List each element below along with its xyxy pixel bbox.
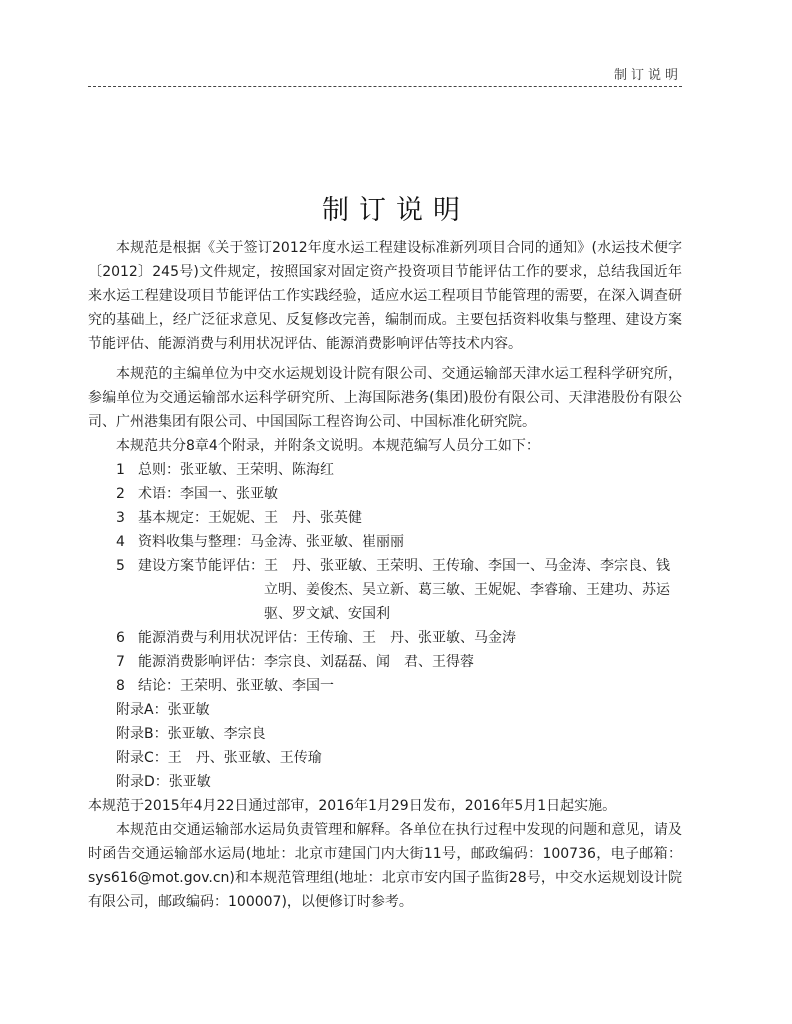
appendix-title: 附录D： bbox=[116, 774, 169, 790]
chapter-title: 资料收集与整理： bbox=[138, 534, 250, 550]
paragraph-contact: 本规范由交通运输部水运局负责管理和解释。各单位在执行过程中发现的问题和意见，请及时函告交通运输部水运局(地址：北京市建国门内大街11号，邮政编码：100736，电子邮箱：sys616@mot.gov.cn)和本规范管理组(地址：北京市安内国子监街28号，中交水运规划设计院有限公司，邮政编码：100007)，以便修订时参考。 bbox=[88, 822, 682, 910]
chapter-title: 能源消费与利用状况评估： bbox=[138, 630, 306, 646]
header-divider bbox=[88, 86, 682, 87]
chapter-item bbox=[88, 482, 682, 506]
chapter-title: 结论： bbox=[138, 678, 180, 694]
chapter-title: 能源消费影响评估： bbox=[138, 654, 264, 670]
chapter-item bbox=[88, 626, 682, 650]
chapter-item bbox=[88, 650, 682, 674]
paragraph-effective-date: 本规范于2015年4月22日通过部审，2016年1月29日发布，2016年5月1日起实施。 bbox=[88, 798, 617, 814]
appendix-item bbox=[88, 746, 682, 770]
appendix-title: 附录A： bbox=[116, 702, 168, 718]
chapter-number: 4 bbox=[116, 534, 125, 550]
document-body bbox=[88, 236, 682, 914]
chapter-authors: 王 丹、张亚敏、王荣明、王传瑜、李国一、马金涛、李宗良、钱立明、姜俊杰、吴立新、葛三敏、王妮妮、李睿瑜、王建功、苏运驱、罗文斌、安国利 bbox=[264, 558, 670, 622]
appendix-title: 附录C： bbox=[116, 750, 168, 766]
chapter-number: 1 bbox=[116, 462, 125, 478]
chapter-list bbox=[88, 458, 682, 698]
page-title: 制订说明 bbox=[322, 195, 470, 226]
chapter-authors: 王荣明、张亚敏、李国一 bbox=[180, 678, 334, 694]
chapter-number: 3 bbox=[116, 510, 125, 526]
chapter-number: 6 bbox=[116, 630, 125, 646]
chapter-item bbox=[88, 506, 682, 530]
appendix-authors: 张亚敏、李宗良 bbox=[167, 726, 266, 742]
chapter-number: 8 bbox=[116, 678, 125, 694]
appendix-title: 附录B： bbox=[116, 726, 168, 742]
chapter-item bbox=[88, 530, 682, 554]
chapter-authors: 李宗良、刘磊磊、闻 君、王得蓉 bbox=[264, 654, 474, 670]
chapter-title: 术语： bbox=[138, 486, 180, 502]
chapter-number: 2 bbox=[116, 486, 125, 502]
chapter-item bbox=[88, 458, 682, 482]
chapter-title: 建设方案节能评估： bbox=[138, 558, 264, 574]
chapter-authors: 李国一、张亚敏 bbox=[180, 486, 278, 502]
paragraph-units: 本规范的主编单位为中交水运规划设计院有限公司、交通运输部天津水运工程科学研究所，参编单位为交通运输部水运科学研究所、上海国际港务(集团)股份有限公司、天津港股份有限公司、广州港集团有限公司、中国国际工程咨询公司、中国标准化研究院。 bbox=[88, 366, 682, 430]
paragraph-basis: 本规范是根据《关于签订2012年度水运工程建设标准新列项目合同的通知》(水运技术便字〔2012〕245号)文件规定，按照国家对固定资产投资项目节能评估工作的要求，总结我国近年来水运工程建设项目节能评估工作实践经验，适应水运工程项目节能管理的需要，在深入调查研究的基础上，经广泛征求意见、反复修改完善，编制而成。主要包括资料收集与整理、建设方案节能评估、能源消费与利用状况评估、能源消费影响评估等技术内容。 bbox=[88, 240, 682, 352]
appendix-item bbox=[88, 770, 682, 794]
chapter-item bbox=[88, 674, 682, 698]
chapter-authors: 王妮妮、王 丹、张英健 bbox=[208, 510, 362, 526]
chapter-title: 基本规定： bbox=[138, 510, 208, 526]
chapter-authors: 王传瑜、王 丹、张亚敏、马金涛 bbox=[306, 630, 516, 646]
paragraph-structure: 本规范共分8章4个附录，并附条文说明。本规范编写人员分工如下： bbox=[116, 438, 540, 454]
appendix-authors: 王 丹、张亚敏、王传瑜 bbox=[167, 750, 322, 766]
chapter-title: 总则： bbox=[138, 462, 180, 478]
appendix-item bbox=[88, 722, 682, 746]
chapter-authors: 张亚敏、王荣明、陈海红 bbox=[180, 462, 334, 478]
chapter-authors: 马金涛、张亚敏、崔丽丽 bbox=[250, 534, 404, 550]
appendix-authors: 张亚敏 bbox=[168, 774, 211, 790]
chapter-number: 5 bbox=[116, 558, 125, 574]
chapter-item bbox=[88, 554, 682, 626]
appendix-item bbox=[88, 698, 682, 722]
appendix-list bbox=[88, 698, 682, 794]
chapter-number: 7 bbox=[116, 654, 125, 670]
running-header: 制订说明 bbox=[613, 68, 682, 83]
appendix-authors: 张亚敏 bbox=[167, 702, 210, 718]
